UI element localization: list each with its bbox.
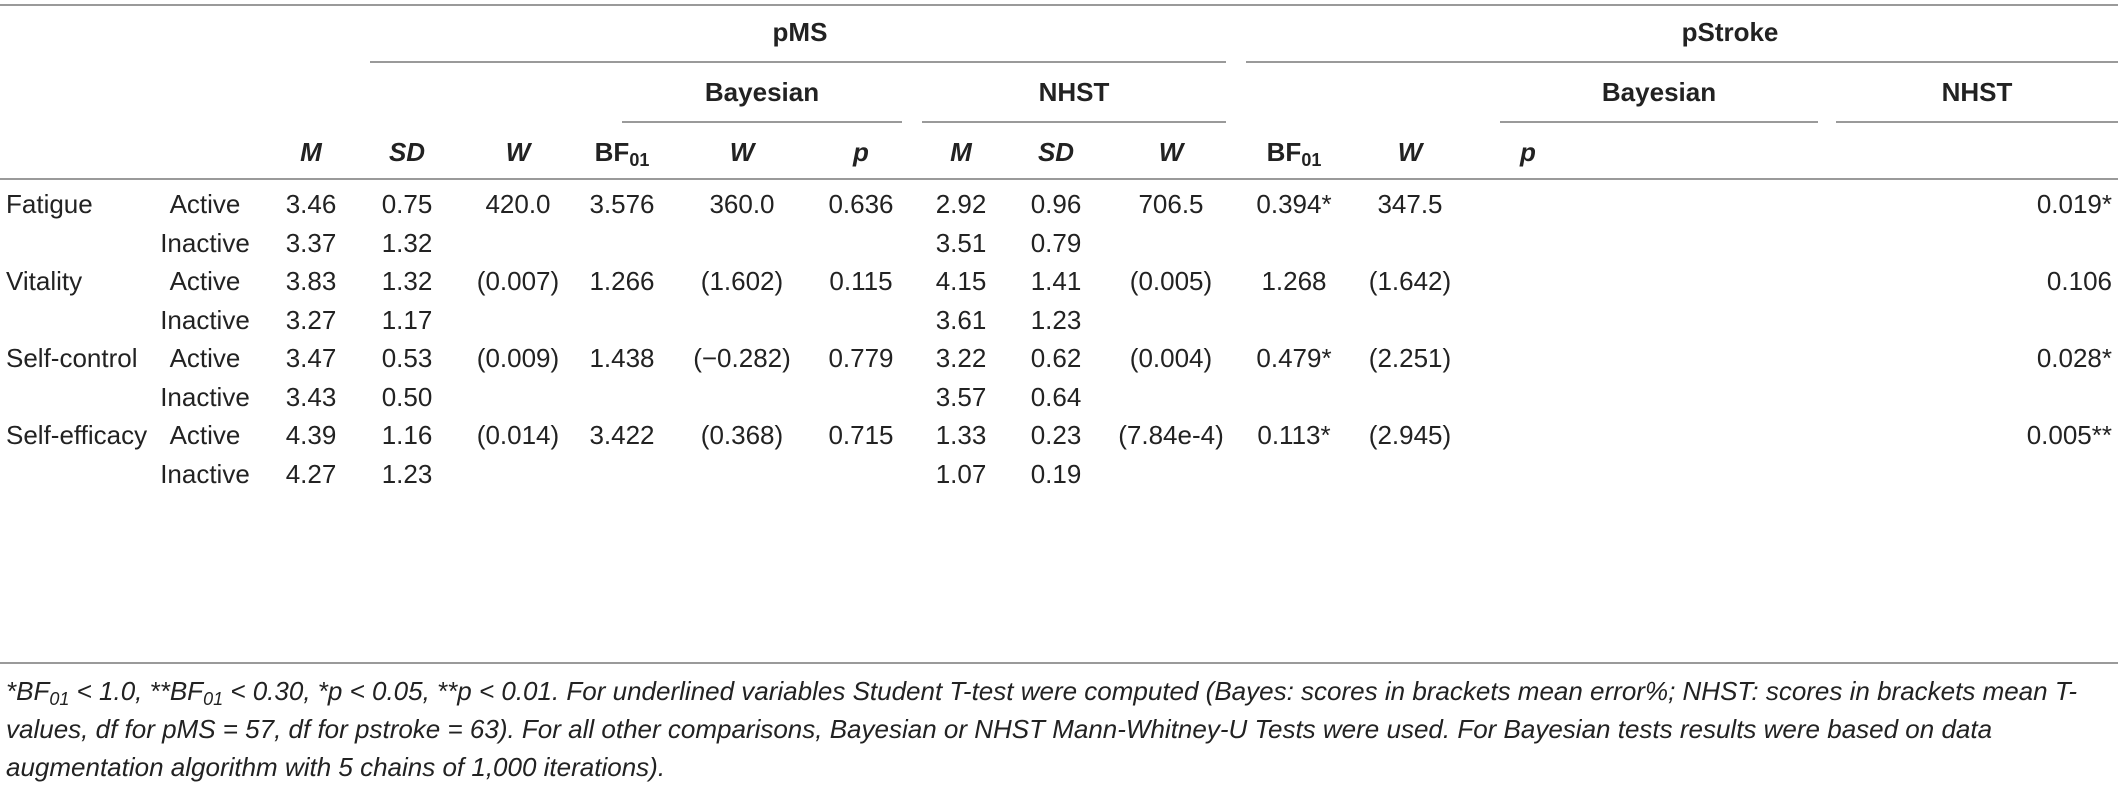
- column-header-m: M: [300, 137, 322, 167]
- pms-cell-m: 3.46: [285, 189, 337, 219]
- row-variable: Self-efficacy: [6, 420, 148, 450]
- pstroke-nhst-rule: [1836, 121, 2118, 123]
- pms-bayesian-header: Bayesian: [704, 77, 820, 107]
- pstroke-cell-m: 3.51: [935, 228, 987, 258]
- pstroke-cell-m: 3.61: [935, 305, 987, 335]
- column-header-m: M: [950, 137, 972, 167]
- pstroke-cell-sd: 0.79: [1030, 228, 1082, 258]
- pms-cell-w: 420.0: [485, 189, 551, 219]
- pms-cell-m: 3.27: [285, 305, 337, 335]
- table-footnote: [6, 672, 2112, 786]
- row-condition: Inactive: [160, 228, 250, 258]
- row-condition: Inactive: [160, 382, 250, 412]
- bf-label: BF: [594, 137, 630, 167]
- row-variable: Vitality: [6, 266, 83, 296]
- pstroke-cell-w: 347.5: [1377, 189, 1443, 219]
- pstroke-cell-m: 3.57: [935, 382, 987, 412]
- pstroke-bayesian-rule: [1500, 121, 1818, 123]
- pms-cell-w: (0.368): [700, 420, 784, 450]
- pstroke-cell-bf: 0.394*: [1256, 189, 1332, 219]
- column-header-sd: SD: [1037, 137, 1075, 167]
- column-header-sd: SD: [388, 137, 426, 167]
- group-header-pms: pMS: [772, 17, 828, 47]
- group-header-pstroke: pStroke: [1681, 17, 1779, 47]
- row-condition: Active: [169, 420, 241, 450]
- pms-cell-sd: 1.32: [381, 266, 433, 296]
- pms-cell-bf: 1.266: [589, 266, 655, 296]
- body-bottom-rule: [0, 662, 2118, 664]
- pms-cell-w: (0.014): [476, 420, 560, 450]
- pms-cell-sd: 0.50: [381, 382, 433, 412]
- pms-cell-sd: 1.32: [381, 228, 433, 258]
- column-header-w: W: [505, 137, 531, 167]
- pms-cell-bf: 3.422: [589, 420, 655, 450]
- pms-cell-bf: 1.438: [589, 343, 655, 373]
- pms-cell-w: 360.0: [709, 189, 775, 219]
- pstroke-cell-p: 0.005**: [2026, 420, 2112, 450]
- column-header-w: W: [1397, 137, 1423, 167]
- pstroke-cell-m: 2.92: [935, 189, 987, 219]
- column-header-w: W: [1158, 137, 1184, 167]
- pms-cell-sd: 1.23: [381, 459, 433, 489]
- pstroke-cell-sd: 0.23: [1030, 420, 1082, 450]
- pstroke-cell-sd: 1.41: [1030, 266, 1082, 296]
- pstroke-bayesian-header: Bayesian: [1601, 77, 1717, 107]
- footnote-text: < 0.30, *p < 0.05, **p < 0.01. For underlined variables Student T-test were computed (Bayes: scores in brackets mean error%; NHST: scores in brackets mean T-values, df for pMS = 57, df for pstroke = 63). For all other comparisons, Bayesian or NHST Mann-Whitney-U Tests were used. For Bayesian tests results were based on data augmentation algorithm with 5 chains of 1,000 iterations).: [6, 676, 2077, 782]
- pstroke-cell-w: (0.005): [1129, 266, 1213, 296]
- pstroke-cell-bf: 1.268: [1261, 266, 1327, 296]
- bf-label: BF: [1266, 137, 1302, 167]
- row-variable: Fatigue: [6, 189, 93, 219]
- pms-cell-sd: 1.17: [381, 305, 433, 335]
- pms-cell-m: 3.83: [285, 266, 337, 296]
- row-condition: Active: [169, 343, 241, 373]
- pms-cell-sd: 0.53: [381, 343, 433, 373]
- pms-cell-w: (−0.282): [693, 343, 791, 373]
- column-header-p: p: [853, 137, 869, 167]
- pms-cell-w: (0.009): [476, 343, 560, 373]
- column-header-w: W: [729, 137, 755, 167]
- column-header-p: p: [1520, 137, 1536, 167]
- pstroke-cell-w: (2.945): [1368, 420, 1452, 450]
- pstroke-cell-w: (0.004): [1129, 343, 1213, 373]
- pms-cell-p: 0.115: [829, 266, 893, 296]
- bf-subscript: 01: [629, 150, 650, 170]
- pstroke-cell-m: 1.33: [935, 420, 987, 450]
- pms-nhst-header: NHST: [1038, 77, 1110, 107]
- bf-subscript: 01: [1301, 150, 1322, 170]
- pstroke-cell-p: 0.019*: [2036, 189, 2112, 219]
- pstroke-cell-w: (7.84e-4): [1118, 420, 1224, 450]
- pstroke-cell-sd: 0.96: [1030, 189, 1082, 219]
- pms-cell-p: 0.636: [828, 189, 894, 219]
- pstroke-cell-w: (1.642): [1368, 266, 1452, 296]
- pstroke-cell-sd: 0.19: [1030, 459, 1082, 489]
- pstroke-cell-p: 0.106: [2046, 266, 2112, 296]
- pms-cell-m: 3.43: [285, 382, 337, 412]
- pms-cell-m: 4.27: [285, 459, 337, 489]
- pstroke-cell-sd: 1.23: [1030, 305, 1082, 335]
- pms-cell-p: 0.715: [828, 420, 894, 450]
- pstroke-cell-m: 1.07: [935, 459, 987, 489]
- pstroke-cell-sd: 0.62: [1030, 343, 1082, 373]
- pstroke-cell-p: 0.028*: [2036, 343, 2112, 373]
- pstroke-cell-m: 3.22: [935, 343, 987, 373]
- pstroke-cell-sd: 0.64: [1030, 382, 1082, 412]
- pms-cell-m: 3.37: [285, 228, 337, 258]
- pstroke-cell-bf: 0.113*: [1257, 420, 1331, 450]
- top-rule: [0, 4, 2118, 6]
- header-bottom-rule: [0, 178, 2118, 180]
- pms-bayesian-rule: [622, 121, 902, 123]
- row-condition: Inactive: [160, 305, 250, 335]
- footnote-subscript: 01: [203, 689, 224, 709]
- row-condition: Active: [169, 189, 241, 219]
- pstroke-cell-bf: 0.479*: [1256, 343, 1332, 373]
- pms-cell-m: 3.47: [285, 343, 337, 373]
- pms-cell-sd: 1.16: [381, 420, 433, 450]
- footnote-part: *BF: [6, 676, 50, 706]
- pms-cell-bf: 3.576: [589, 189, 655, 219]
- pms-cell-m: 4.39: [285, 420, 337, 450]
- footnote-part: < 1.0, **BF: [69, 676, 204, 706]
- pstroke-rule: [1246, 61, 2118, 63]
- footnote-subscript: 01: [49, 689, 70, 709]
- pms-cell-w: (0.007): [476, 266, 560, 296]
- pms-rule: [370, 61, 1226, 63]
- pstroke-nhst-header: NHST: [1941, 77, 2013, 107]
- row-condition: Active: [169, 266, 241, 296]
- pstroke-cell-m: 4.15: [935, 266, 987, 296]
- pms-cell-w: (1.602): [700, 266, 784, 296]
- pms-cell-p: 0.779: [828, 343, 894, 373]
- pms-cell-sd: 0.75: [381, 189, 433, 219]
- row-variable: Self-control: [6, 343, 138, 373]
- pstroke-cell-w: 706.5: [1138, 189, 1204, 219]
- pstroke-cell-w: (2.251): [1368, 343, 1452, 373]
- row-condition: Inactive: [160, 459, 250, 489]
- pms-nhst-rule: [922, 121, 1226, 123]
